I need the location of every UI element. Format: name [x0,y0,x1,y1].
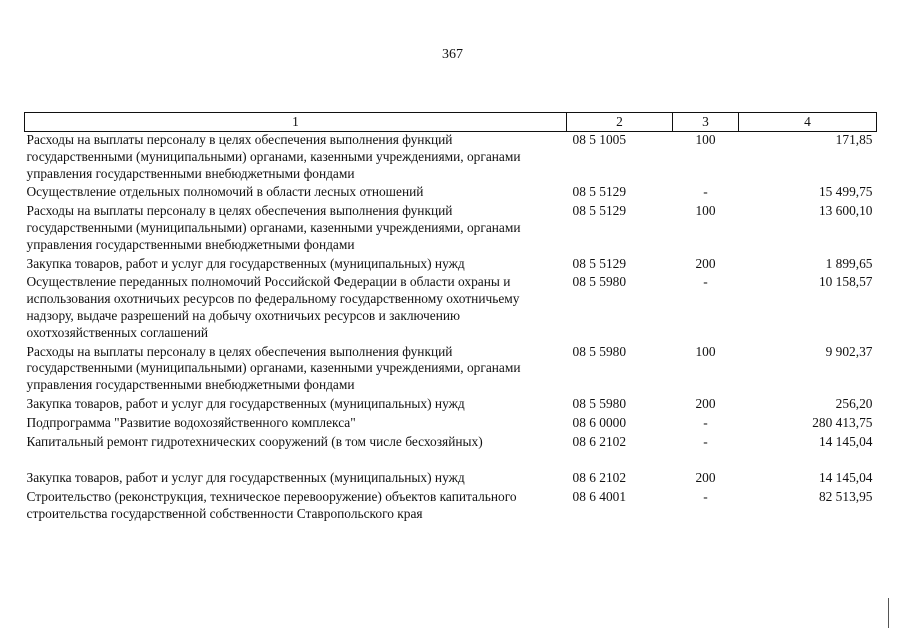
row-name: Расходы на выплаты персоналу в целях обеспечения выполнения функций государственными (муниципальными) органами, казенными учреждениями, органами управления государственными внебюджетными фондами [26,132,521,181]
row-name: Строительство (реконструкция, техническое перевооружение) объектов капитального строительства государственной собственности Ставропольского края [26,489,517,521]
table-row [25,434,877,453]
row-sum: 171,85 [835,132,873,147]
row-code: 08 5 5129 [572,203,627,219]
table-row [25,274,877,343]
row-name: Закупка товаров, работ и услуг для государственных (муниципальных) нужд [26,470,465,486]
table-row [25,256,877,275]
row-code: 08 5 5129 [572,184,627,200]
row-type: - [703,274,708,290]
budget-table [24,112,877,525]
header-row [25,113,877,132]
row-type: 100 [695,203,716,219]
table-row [25,344,877,396]
header-col-type: 3 [673,113,739,132]
row-sum: 14 145,04 [818,433,873,449]
row-type: 100 [695,132,716,147]
row-code: 08 5 5980 [572,395,627,411]
row-sum: 280 413,75 [812,414,873,430]
table-row [25,184,877,203]
row-code: 08 6 2102 [572,470,627,486]
table-row [25,132,877,185]
row-code: 08 5 5980 [572,274,627,290]
header-col-name: 1 [25,113,567,132]
table-row [25,396,877,415]
row-type: 200 [695,470,716,486]
row-sum: 14 145,04 [818,470,873,486]
row-sum: 9 902,37 [825,343,873,359]
table-row [25,415,877,434]
row-code: 08 5 1005 [572,132,627,147]
row-code: 08 6 2102 [572,433,627,449]
row-code: 08 5 5129 [572,255,627,271]
header-col-code: 2 [567,113,673,132]
page-number: 367 [442,47,463,62]
row-name: Капитальный ремонт гидротехнических сооружений (в том числе бесхозяйных) [26,433,483,449]
table-row [25,489,877,525]
table-row [25,203,877,255]
row-name: Расходы на выплаты персоналу в целях обеспечения выполнения функций государственными (муниципальными) органами, казенными учреждениями, органами управления государственными внебюджетными фондами [26,203,521,252]
row-type: - [703,414,708,430]
row-code: 08 6 0000 [572,414,627,430]
row-type: 200 [695,255,716,271]
row-sum: 82 513,95 [818,489,873,505]
row-sum: 256,20 [835,395,873,411]
row-type: - [703,433,708,449]
row-type: - [703,184,708,200]
row-name: Осуществление отдельных полномочий в области лесных отношений [26,184,424,200]
row-type: - [703,489,708,505]
row-name: Осуществление переданных полномочий Российской Федерации в области охраны и использования охотничьих ресурсов по федеральному государственному охотничьему надзору, выдаче разрешений на добычу охотничьих ресурсов и заключению охотхозяйственных соглашений [26,274,520,340]
row-type: 200 [695,395,716,411]
row-sum: 13 600,10 [818,203,873,219]
row-sum: 15 499,75 [818,184,873,200]
row-sum: 10 158,57 [818,274,873,290]
table-row [25,452,877,489]
row-code: 08 6 4001 [572,489,627,505]
scan-edge-mark [888,598,889,628]
row-name: Закупка товаров, работ и услуг для государственных (муниципальных) нужд [26,255,465,271]
row-sum: 1 899,65 [825,255,873,271]
row-type: 100 [695,343,716,359]
row-name: Закупка товаров, работ и услуг для государственных (муниципальных) нужд [26,395,465,411]
row-name: Расходы на выплаты персоналу в целях обеспечения выполнения функций государственными (муниципальными) органами, казенными учреждениями, органами управления государственными внебюджетными фондами [26,343,521,393]
row-code: 08 5 5980 [572,343,627,359]
row-name: Подпрограмма "Развитие водохозяйственного комплекса" [26,414,356,430]
header-col-sum: 4 [739,113,877,132]
